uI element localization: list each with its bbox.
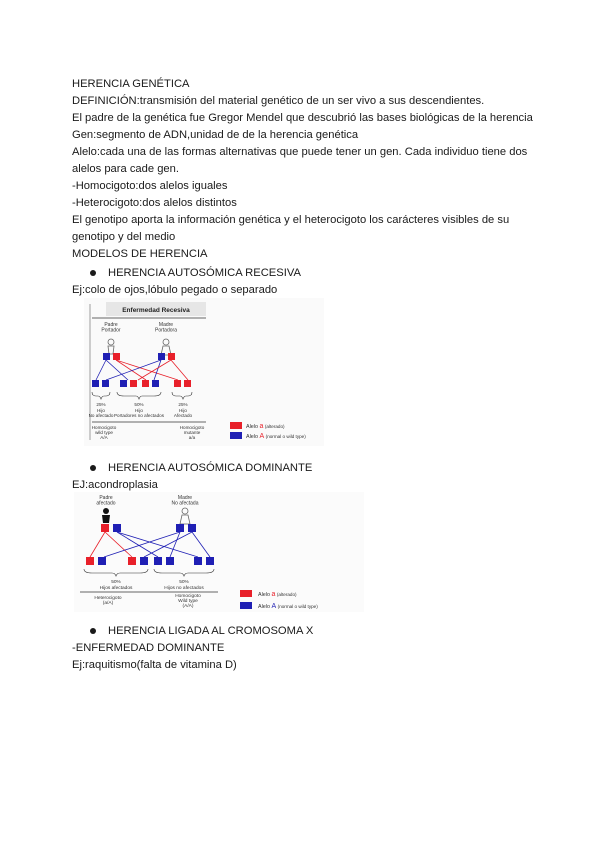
dominante-heading: HERENCIA AUTOSÓMICA DOMINANTE: [108, 462, 313, 474]
dominante-pct-right: 50%: [179, 580, 189, 585]
genotipo-line-2: genotipo y del medio: [72, 231, 176, 243]
text-line: Afectado: [173, 413, 193, 418]
text-line: mutante: [183, 430, 201, 435]
recesiva-pct-left: 25%: [96, 402, 106, 407]
text-line: Hijo: [135, 408, 143, 413]
dominante-pct-left: 50%: [111, 580, 121, 585]
dominante-legend-red-swatch: [240, 590, 252, 597]
recesiva-father-allele-A: [103, 353, 110, 360]
dominante-legend-red: Alelo a (alterado): [258, 591, 297, 598]
recesiva-legend-blue: Alelo A (normal o wild type): [246, 433, 306, 440]
alelo-line-2: alelos para cade gen.: [72, 163, 179, 175]
homocigoto-line: -Homocigoto:dos alelos iguales: [72, 180, 228, 192]
recesiva-legend-red-swatch: [230, 422, 242, 429]
text-line: (a/A): [102, 601, 114, 606]
recesiva-pct-right: 25%: [178, 402, 188, 407]
ligada-heading: HERENCIA LIGADA AL CROMOSOMA X: [108, 625, 314, 637]
gen-line: Gen:segmento de ADN,unidad de de la herencia genética: [72, 129, 359, 141]
recesiva-example: Ej:colo de ojos,lóbulo pegado o separado: [72, 284, 278, 296]
text-line: Hijo: [97, 408, 105, 413]
bullet-recesiva: [90, 270, 96, 276]
genotipo-line-1: El genotipo aporta la información genética y el heterocigoto los carácteres visibles de su: [72, 214, 510, 226]
text-line: Hijo: [179, 408, 187, 413]
ligada-example: Ej:raquitismo(falta de vitamina D): [72, 659, 237, 671]
alelo-line-1: Alelo:cada una de las formas alternativas que puede tener un gen. Cada individuo tiene dos: [72, 146, 528, 158]
recesiva-mother-allele-a: [168, 353, 175, 360]
dominante-legend-blue-swatch: [240, 602, 252, 609]
text-line: a/a: [188, 435, 196, 440]
recesiva-legend-red: Alelo a (alterado): [246, 423, 285, 430]
text-line: Madre: [158, 322, 174, 328]
recesiva-diagram-title: Enfermedad Recesiva: [122, 307, 190, 314]
text-line: Homocigoto: [175, 594, 201, 599]
recesiva-heading: HERENCIA AUTOSÓMICA RECESIVA: [108, 267, 301, 279]
text-line: Homocigoto: [179, 425, 205, 430]
modelos-heading: MODELOS DE HERENCIA: [72, 248, 208, 260]
recesiva-father-allele-a: [113, 353, 120, 360]
text-line: Madre: [177, 495, 193, 501]
bullet-ligada: [90, 628, 96, 634]
text-line: A/A: [100, 435, 108, 440]
text-line: afectado: [96, 500, 116, 507]
recesiva-mother-allele-A: [158, 353, 165, 360]
dominante-example: EJ:acondroplasia: [72, 479, 158, 491]
mendel-line: El padre de la genética fue Gregor Mendel que descubrió las bases biológicas de la herencia: [72, 112, 533, 124]
dominante-cap-right: Hijos no afectados: [164, 586, 204, 591]
text-line: Wild type: [178, 599, 198, 604]
text-line: Portadores no afectados: [113, 413, 165, 418]
text-line: Homocigoto: [91, 425, 117, 430]
dominante-father-icon: [103, 508, 109, 514]
text-line: Padre: [104, 322, 118, 328]
definition-line: DEFINICIÓN:transmisión del material genético de un ser vivo a sus descendientes.: [72, 95, 485, 107]
text-line: Portadora: [155, 327, 177, 334]
dominante-cap-left: Hijos afectados: [99, 586, 133, 591]
text-line: wild type: [95, 430, 113, 435]
recesiva-diagram: [84, 298, 324, 446]
document-title: HERENCIA GENÉTICA: [72, 78, 190, 90]
recesiva-pct-mid: 50%: [134, 402, 144, 407]
text-line: (A/A): [182, 604, 194, 609]
text-line: Heterocigoto: [94, 596, 122, 601]
recesiva-legend-blue-swatch: [230, 432, 242, 439]
ligada-sub: -ENFERMEDAD DOMINANTE: [72, 642, 225, 654]
text-line: Portador: [101, 327, 121, 334]
heterocigoto-line: -Heterocigoto:dos alelos distintos: [72, 197, 237, 209]
dominante-diagram: [74, 492, 364, 612]
text-line: Padre: [99, 495, 113, 501]
bullet-dominante: [90, 465, 96, 471]
dominante-legend-blue: Alelo A (normal o wild type): [258, 603, 318, 610]
text-line: No afectada: [171, 500, 199, 507]
text-line: No afectado: [88, 413, 114, 418]
